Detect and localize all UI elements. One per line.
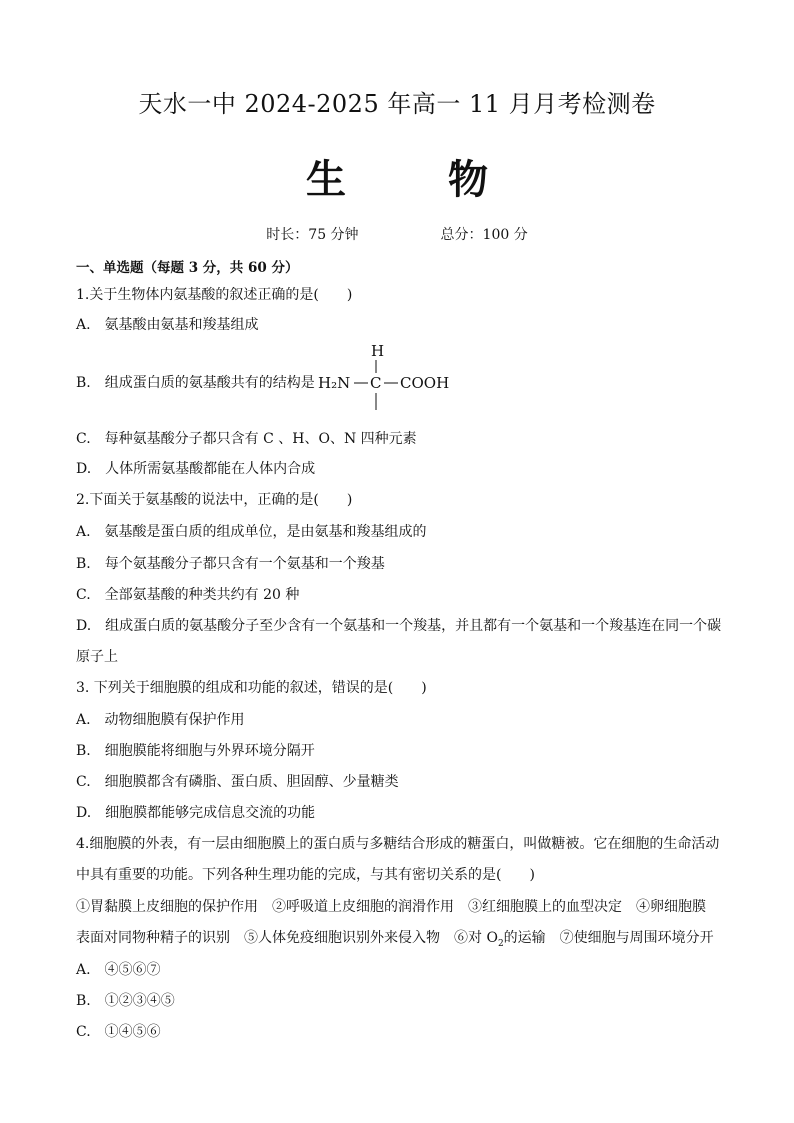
question-4-items-part2: 的运输 ⑦使细胞与周围环境分开 xyxy=(503,930,714,946)
question-2-stem: 2.下面关于氨基酸的说法中，正确的是( ) xyxy=(76,492,353,508)
total-score-text: 总分：100 分 xyxy=(440,227,528,243)
question-3-option-d: D. 细胞膜都能够完成信息交流的功能 xyxy=(76,805,316,821)
formula-amino-group: H₂N xyxy=(318,374,351,392)
question-1-option-c: C. 每种氨基酸分子都只含有 C 、H、O、N 四种元素 xyxy=(76,431,417,447)
formula-carboxyl-group: COOH xyxy=(400,374,450,392)
question-4-items-part1: 表面对同物种精子的识别 ⑤人体免疫细胞识别外来侵入物 ⑥对 O xyxy=(76,930,498,946)
question-4-option-b: B. ①②③④⑤ xyxy=(76,993,175,1009)
question-2-option-b: B. 每个氨基酸分子都只含有一个氨基和一个羧基 xyxy=(76,556,385,572)
question-3-stem: 3. 下列关于细胞膜的组成和功能的叙述，错误的是( ) xyxy=(76,680,427,696)
question-2-option-a: A. 氨基酸是蛋白质的组成单位，是由氨基和羧基组成的 xyxy=(76,524,427,540)
subject-title: 生 物 xyxy=(306,157,532,203)
question-3-option-c: C. 细胞膜都含有磷脂、蛋白质、胆固醇、少量糖类 xyxy=(76,774,399,790)
question-1-option-d: D. 人体所需氨基酸都能在人体内合成 xyxy=(76,461,316,477)
question-1-option-b: B. 组成蛋白质的氨基酸共有的结构是 xyxy=(76,375,315,391)
question-1-option-a: A. 氨基酸由氨基和羧基组成 xyxy=(76,317,259,333)
question-4-stem: 4.细胞膜的外表，有一层由细胞膜上的蛋白质与多糖结合形成的糖蛋白，叫做糖被。它在细胞的生命活动 xyxy=(76,836,720,852)
question-4-stem-cont: 中具有重要的功能。下列各种生理功能的完成，与其有密切关系的是( ) xyxy=(76,867,535,883)
question-4-items: ①胃黏膜上皮细胞的保护作用 ②呼吸道上皮细胞的润滑作用 ③红细胞膜上的血型决定 ④卵细胞膜 xyxy=(76,899,706,915)
amino-acid-structure-formula xyxy=(318,340,458,416)
question-2-option-d-cont: 原子上 xyxy=(76,649,118,665)
exam-title: 天水一中 2024-2025 年高一 11 月月考检测卷 xyxy=(138,90,656,118)
question-2-option-d: D. 组成蛋白质的氨基酸分子至少含有一个氨基和一个羧基，并且都有一个氨基和一个羧基连在同一个碳 xyxy=(76,618,722,634)
question-3-option-a: A. 动物细胞膜有保护作用 xyxy=(76,712,245,728)
exam-meta xyxy=(0,224,794,244)
question-4-option-a: A. ④⑤⑥⑦ xyxy=(76,962,161,978)
question-2-option-c: C. 全部氨基酸的种类共约有 20 种 xyxy=(76,587,300,603)
question-4-items-cont xyxy=(76,927,714,949)
oxygen-subscript: 2 xyxy=(497,938,504,949)
question-3-option-b: B. 细胞膜能将细胞与外界环境分隔开 xyxy=(76,743,315,759)
question-1-stem: 1.关于生物体内氨基酸的叙述正确的是( ) xyxy=(76,287,353,303)
section-heading: 一、单选题（每题 3 分，共 60 分） xyxy=(76,260,299,276)
formula-central-carbon: C xyxy=(370,374,382,392)
duration-text: 时长：75 分钟 xyxy=(266,227,359,243)
question-4-option-c: C. ①④⑤⑥ xyxy=(76,1024,161,1040)
formula-h-top: H xyxy=(371,342,385,360)
